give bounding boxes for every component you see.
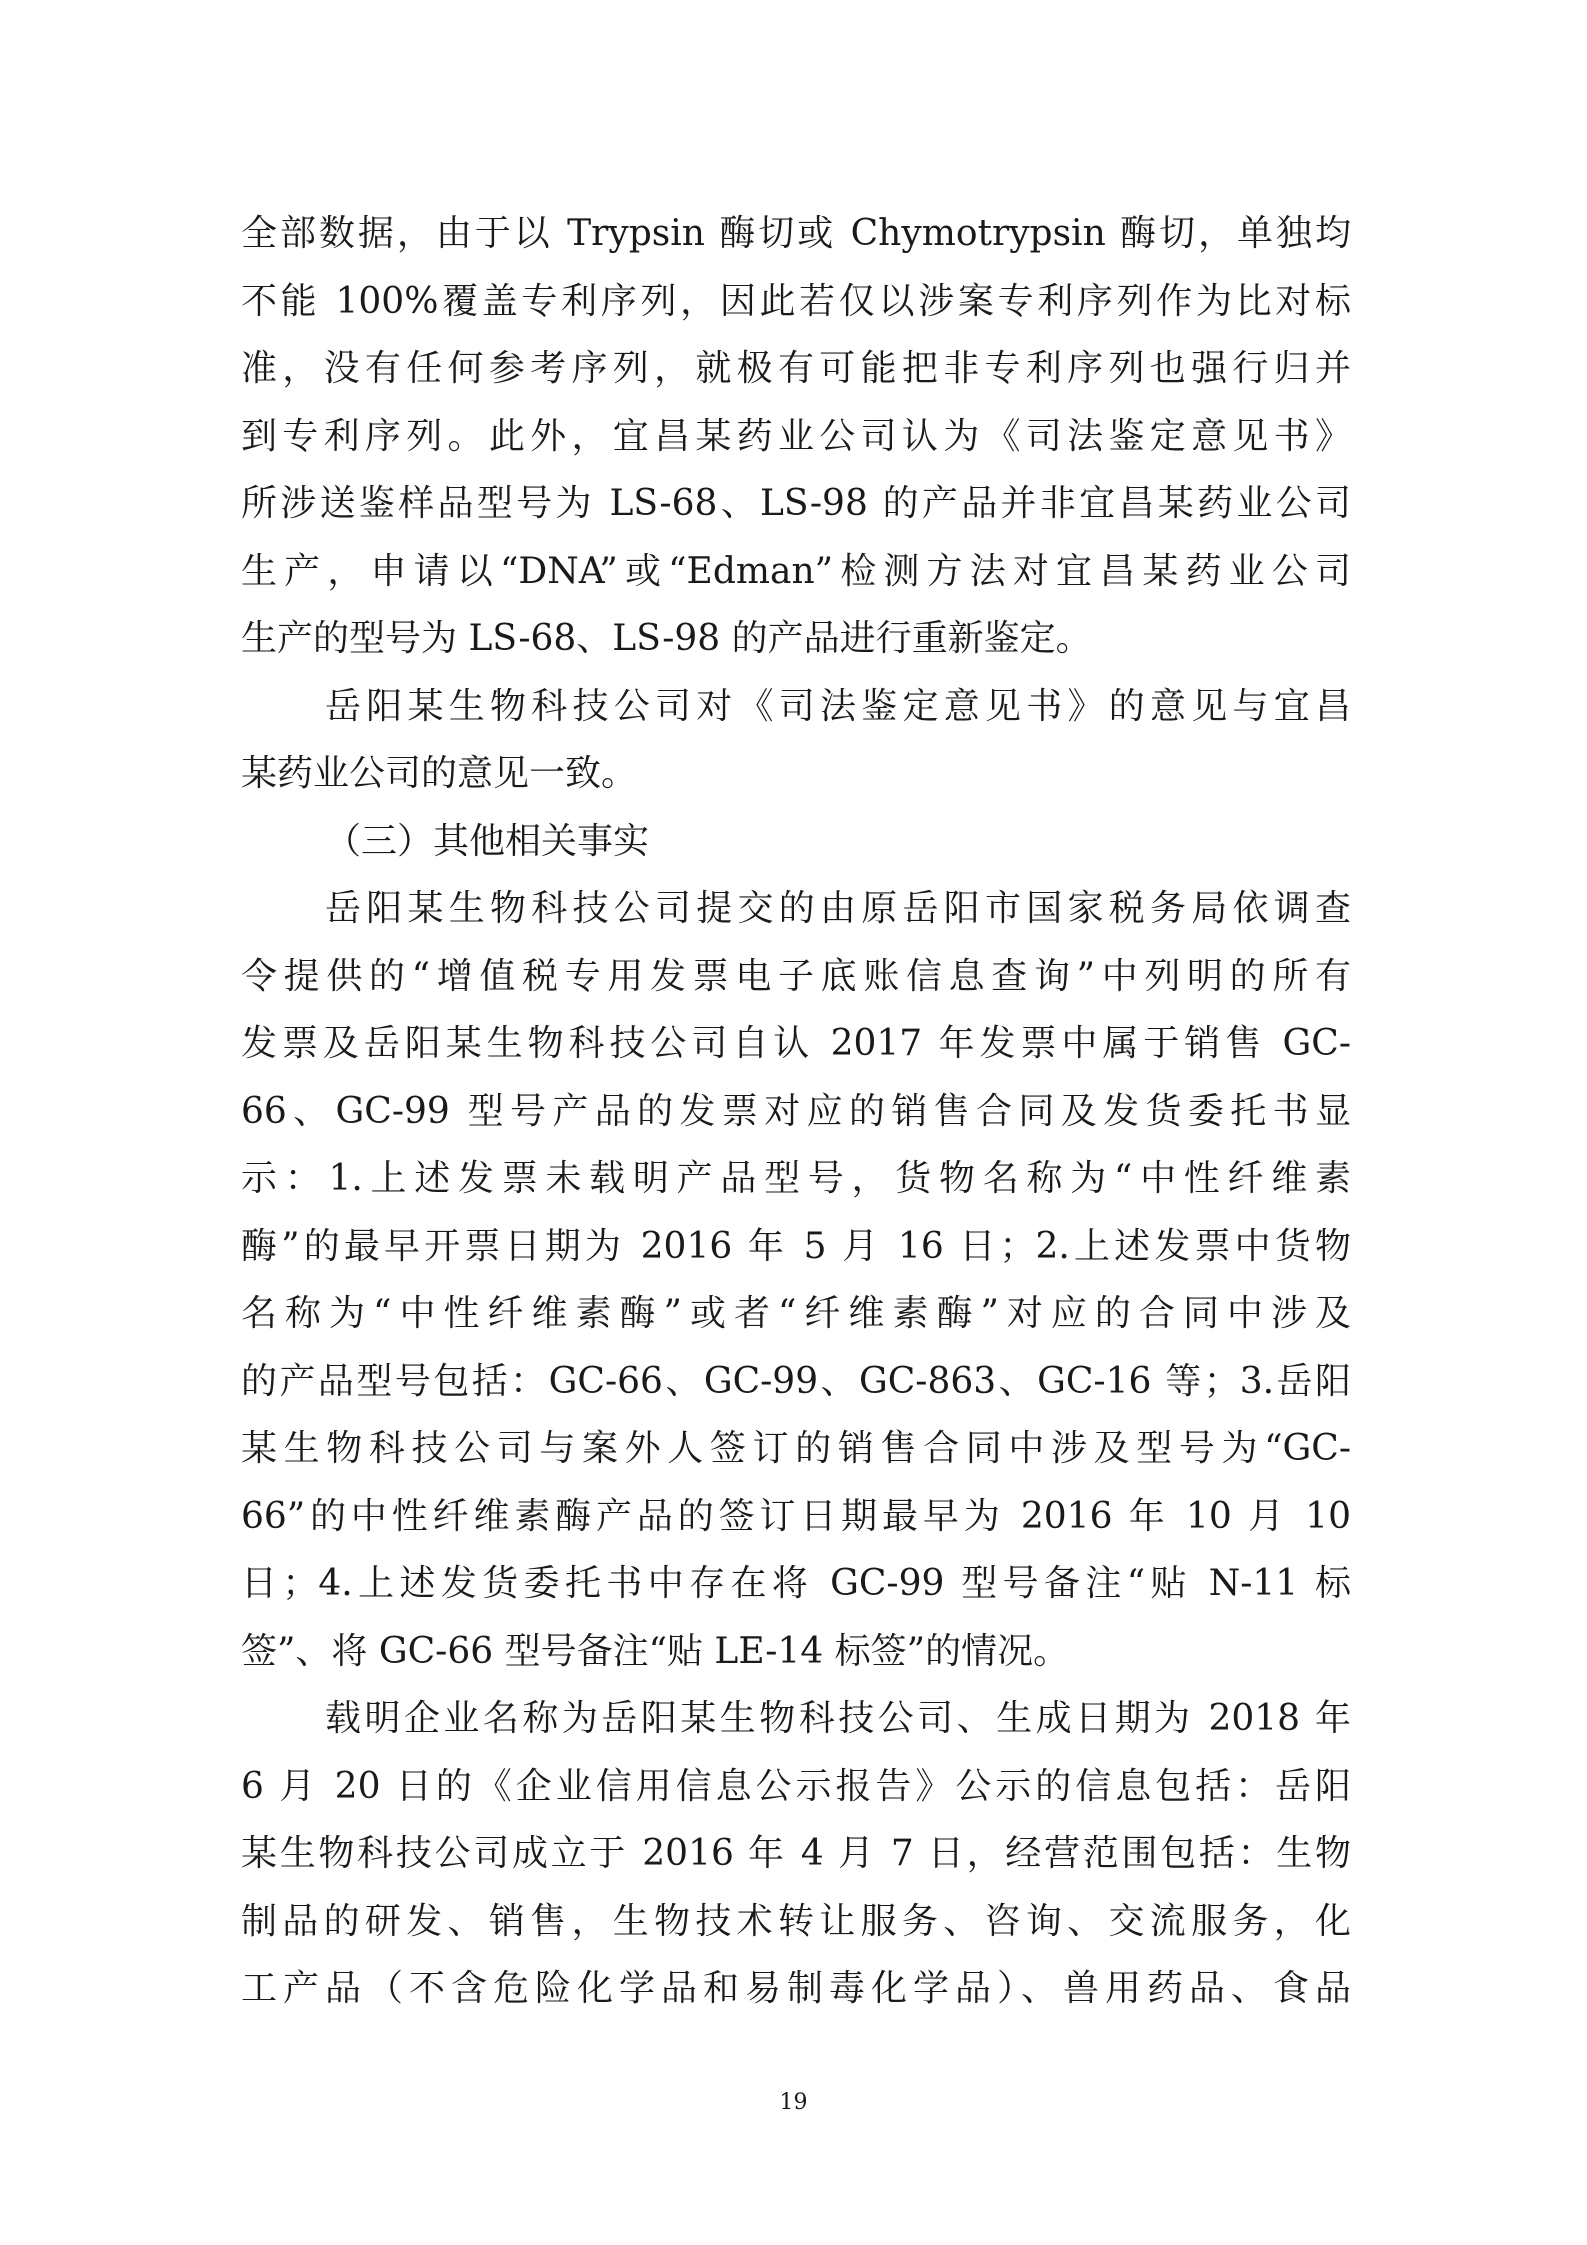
text-line: 到专利序列。此外，宜昌某药业公司认为《司法鉴定意见书》 bbox=[241, 415, 1351, 457]
text-line: 岳阳某生物科技公司提交的由原岳阳市国家税务局依调查 bbox=[325, 888, 1351, 929]
text-line: 载明企业名称为岳阳某生物科技公司、生成日期为 2018 年 bbox=[325, 1698, 1351, 1739]
text-line: 名称为“中性纤维素酶”或者“纤维素酶”对应的合同中涉及 bbox=[241, 1293, 1351, 1334]
text-line: 66”的中性纤维素酶产品的签订日期最早为 2016 年 10 月 10 bbox=[241, 1495, 1351, 1537]
page-number: 19 bbox=[779, 2090, 808, 2115]
text-line: 岳阳某生物科技公司对《司法鉴定意见书》的意见与宜昌 bbox=[325, 685, 1351, 727]
text-line: 的产品型号包括：GC-66、GC-99、GC-863、GC-16 等；3.岳阳 bbox=[241, 1360, 1351, 1402]
text-line: 生产，申请以“DNA”或“Edman”检测方法对宜昌某药业公司 bbox=[241, 550, 1351, 592]
text-line: 某药业公司的意见一致。 bbox=[241, 753, 638, 794]
text-line: 某生物科技公司与案外人签订的销售合同中涉及型号为“GC- bbox=[241, 1428, 1351, 1469]
text-line: 不能 100%覆盖专利序列，因此若仅以涉案专利序列作为比对标 bbox=[241, 280, 1351, 322]
text-line: 所涉送鉴样品型号为 LS-68、LS-98 的产品并非宜昌某药业公司 bbox=[241, 483, 1351, 524]
text-line: 某生物科技公司成立于 2016 年 4 月 7 日，经营范围包括：生物 bbox=[241, 1833, 1351, 1874]
text-line: 日；4.上述发货委托书中存在将 GC-99 型号备注“贴 N-11 标 bbox=[241, 1563, 1351, 1604]
text-line: 示：1.上述发票未载明产品型号，货物名称为“中性纤维素 bbox=[241, 1158, 1351, 1199]
text-line: 准，没有任何参考序列，就极有可能把非专利序列也强行归并 bbox=[241, 348, 1351, 389]
section-heading: （三）其他相关事实 bbox=[325, 820, 650, 862]
text-line: 酶”的最早开票日期为 2016 年 5 月 16 日；2.上述发票中货物 bbox=[241, 1225, 1351, 1267]
text-line: 制品的研发、销售，生物技术转让服务、咨询、交流服务，化 bbox=[241, 1900, 1351, 1942]
text-line: 生产的型号为 LS-68、LS-98 的产品进行重新鉴定。 bbox=[241, 618, 1092, 659]
text-line: 全部数据，由于以 Trypsin 酶切或 Chymotrypsin 酶切，单独均 bbox=[241, 213, 1351, 254]
text-line: 签”、将 GC-66 型号备注“贴 LE-14 标签”的情况。 bbox=[241, 1630, 1070, 1672]
text-line: 发票及岳阳某生物科技公司自认 2017 年发票中属于销售 GC- bbox=[241, 1023, 1351, 1064]
text-line: 66、GC-99 型号产品的发票对应的销售合同及发货委托书显 bbox=[241, 1090, 1351, 1132]
text-line: 令提供的“增值税专用发票电子底账信息查询”中列明的所有 bbox=[241, 955, 1351, 997]
text-line: 工产品（不含危险化学品和易制毒化学品）、兽用药品、食品 bbox=[241, 1968, 1351, 2009]
text-line: 6 月 20 日的《企业信用信息公示报告》公示的信息包括：岳阳 bbox=[241, 1765, 1351, 1807]
body-text bbox=[241, 200, 1351, 2023]
